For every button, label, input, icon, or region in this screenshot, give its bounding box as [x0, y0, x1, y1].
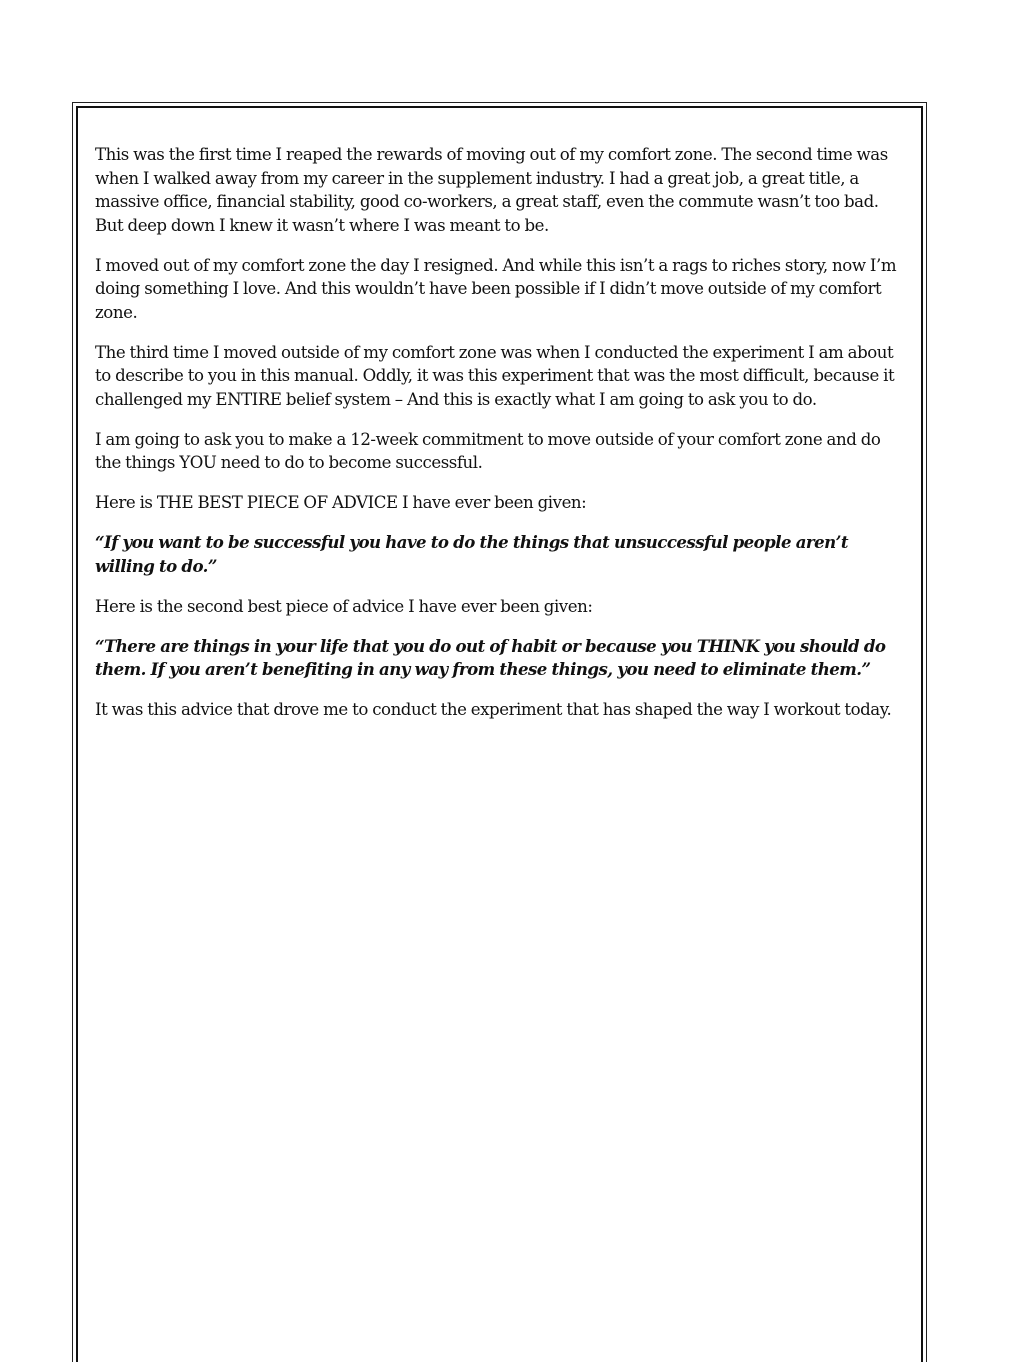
paragraph-resigned: I moved out of my comfort zone the day I resigned. And while this isn’t a rags to riches story, now I’m doing something I love. And this wouldn’t have been possible if I didn’t move outside of my comfort zone.	[95, 255, 897, 322]
quote-best-advice: “If you want to be successful you have to do the things that unsuccessful people aren’t willing to do.”	[95, 532, 848, 576]
paragraph-best-advice-intro: Here is THE BEST PIECE OF ADVICE I have ever been given:	[95, 493, 587, 512]
paragraph-second-advice-intro: Here is the second best piece of advice I have ever been given:	[95, 596, 593, 616]
paragraph-third-time: The third time I moved outside of my comfort zone was when I conducted the experiment I am about to describe to you in this manual. Oddly, it was this experiment that was the most difficult, because it challenged my ENTIRE belief system – And this is exactly what I am going to ask you to do.	[95, 342, 895, 409]
paragraph-commitment: I am going to ask you to make a 12-week commitment to move outside of your comfort zone and do the things YOU need to do to become successful.	[95, 429, 881, 472]
paragraph-comfort-zone-first: This was the first time I reaped the rewards of moving out of my comfort zone. The second time was when I walked away from my career in the supplement industry. I had a great job, a great title, a massive office, financial stability, good co-workers, a great staff, even the commute wasn’t too bad. But deep down I knew it wasn’t where I was meant to be.	[95, 145, 888, 235]
quote-second-advice: “There are things in your life that you do out of habit or because you THINK you should do them. If you aren’t benefiting in any way from these things, you need to eliminate them.”	[95, 635, 886, 679]
paragraph-conclusion: It was this advice that drove me to conduct the experiment that has shaped the way I workout today.	[95, 700, 892, 719]
document-body	[95, 143, 910, 738]
